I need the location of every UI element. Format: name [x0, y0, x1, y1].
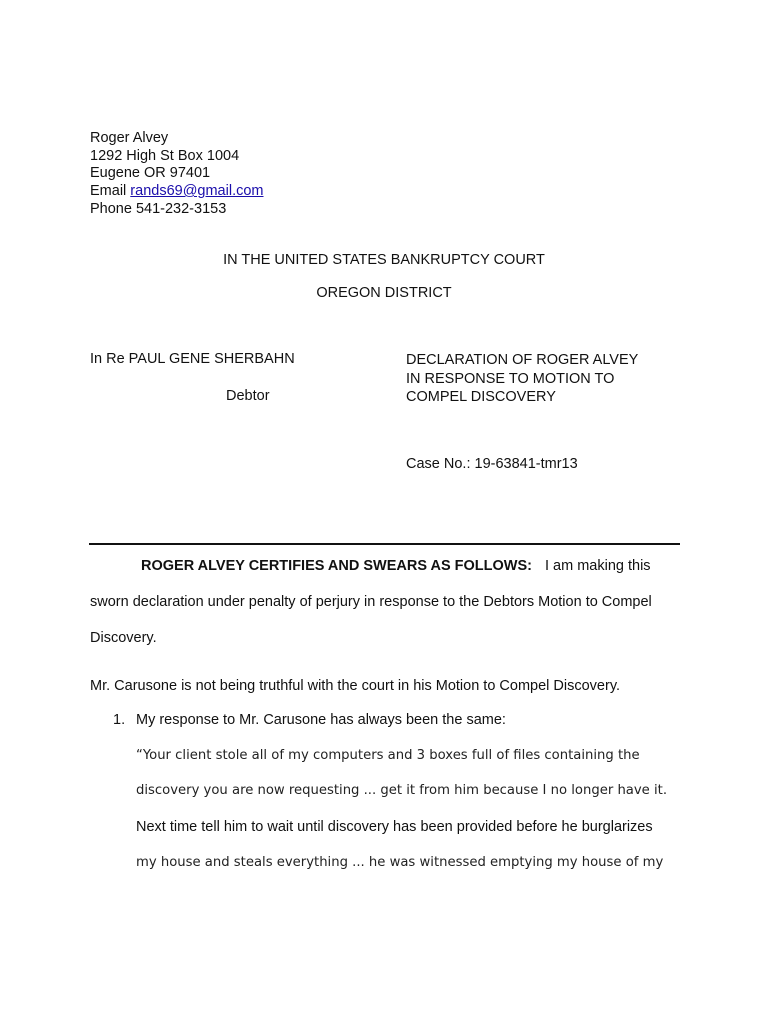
court-district: OREGON DISTRICT	[316, 285, 452, 301]
email-link[interactable]: rands69@gmail.com	[130, 183, 264, 199]
intro-text-start: I am making this	[544, 558, 651, 574]
document-title-line-2: IN RESPONSE TO MOTION TO	[406, 371, 615, 387]
sender-phone: Phone 541-232-3153	[90, 201, 227, 217]
declaration-heading: ROGER ALVEY CERTIFIES AND SWEARS AS FOLLOWS:	[141, 558, 532, 574]
body-intro-line-2: sworn declaration under penalty of perjury in response to the Debtors Motion to Compel	[90, 594, 652, 610]
sender-address-line-1: 1292 High St Box 1004	[90, 148, 240, 164]
party-role: Debtor	[226, 388, 270, 404]
sender-email-line	[90, 182, 264, 200]
quote-line-next: Next time tell him to wait until discovery has been provided before he burglarizes	[136, 819, 653, 835]
sender-name: Roger Alvey	[90, 130, 169, 146]
email-label: Email	[90, 183, 131, 199]
document-title-line-3: COMPEL DISCOVERY	[406, 389, 556, 405]
case-number: Case No.: 19-63841-tmr13	[406, 456, 578, 472]
case-in-re: In Re PAUL GENE SHERBAHN	[90, 351, 295, 367]
body-intro-line-3: Discovery.	[90, 630, 157, 646]
quote-line-1: “Your client stole all of my computers and 3 boxes full of files containing the	[136, 748, 640, 763]
paragraph-carusone: Mr. Carusone is not being truthful with the court in his Motion to Compel Discovery.	[90, 678, 621, 694]
quote-line-3: my house and steals everything ... he was witnessed emptying my house of my	[136, 855, 664, 870]
divider-rule	[89, 543, 680, 545]
body-intro-line-1	[141, 558, 651, 574]
document-title-line-1: DECLARATION OF ROGER ALVEY	[406, 352, 639, 368]
list-item-number: 1.	[113, 712, 126, 728]
sender-address-line-2: Eugene OR 97401	[90, 165, 211, 181]
list-item-text: My response to Mr. Carusone has always been the same:	[136, 712, 506, 728]
quote-line-2: discovery you are now requesting ... get it from him because I no longer have it.	[136, 783, 668, 798]
court-title: IN THE UNITED STATES BANKRUPTCY COURT	[223, 252, 545, 268]
